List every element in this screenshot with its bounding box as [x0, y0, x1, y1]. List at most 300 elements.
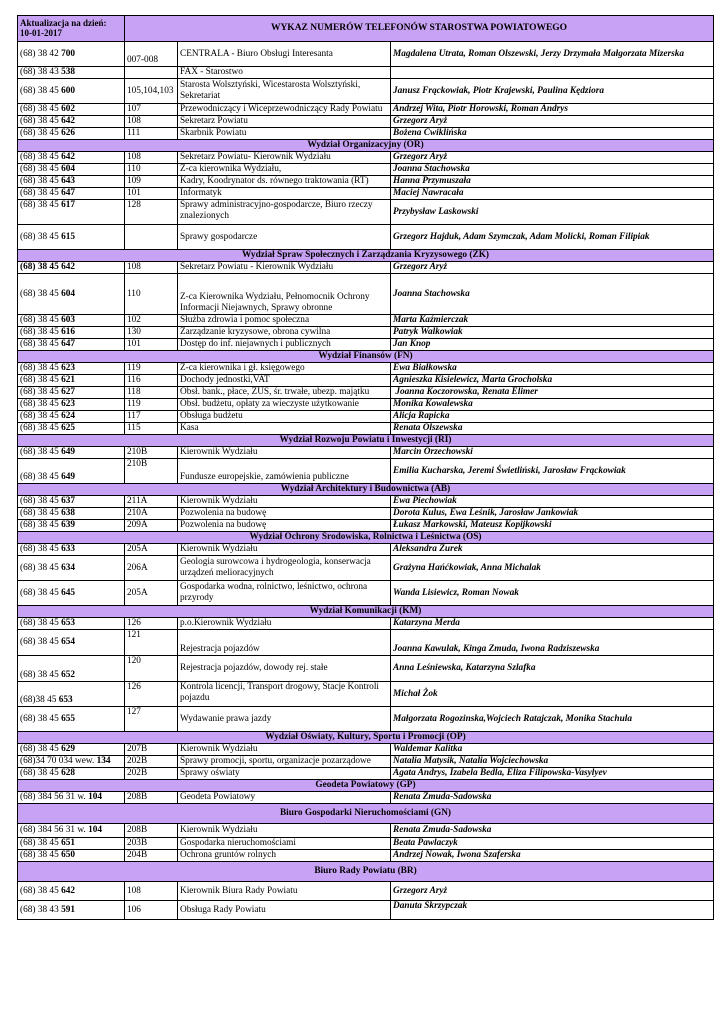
phone-extension: 638 [61, 508, 76, 519]
phone-prefix: (68) 38 45 [20, 411, 62, 422]
table-row [18, 850, 714, 862]
description-cell: Kierownik Wydziału [178, 824, 391, 838]
phone-cell [18, 850, 125, 862]
phone-cell [18, 656, 125, 682]
phone-prefix: (68)34 70 034 wew. [20, 756, 97, 767]
description-cell: Sekretarz Powiatu [178, 116, 391, 128]
room-cell: 210B [125, 459, 178, 484]
phone-extension: 602 [61, 104, 76, 115]
section-title: Wydział Finansów (FN) [18, 351, 714, 363]
room-cell: 108 [125, 262, 178, 274]
phone-cell [18, 152, 125, 164]
staff-names-cell: Grzegorz Hajduk, Adam Szymczak, Adam Molicki, Roman Filipiak [391, 225, 714, 250]
phone-extension: 649 [61, 447, 76, 458]
phone-extension: 637 [61, 496, 76, 507]
table-row [18, 262, 714, 274]
staff-names-cell: Renata Zmuda-Sadowska [391, 792, 714, 804]
staff-names-cell: Monika Kowalewska [391, 399, 714, 411]
section-title: Wydział Organizacyjny (OR) [18, 140, 714, 152]
room-cell: 208B [125, 824, 178, 838]
description-cell: Dostęp do inf. niejawnych i publicznych [178, 339, 391, 351]
phone-extension: 617 [61, 200, 76, 210]
table-row [18, 42, 714, 67]
description-cell: Sprawy oświaty [178, 768, 391, 780]
staff-names-cell: Agnieszka Kisielewicz, Marta Grocholska [391, 375, 714, 387]
phone-prefix: (68) 38 45 [20, 116, 62, 127]
phone-prefix: (68) 38 45 [20, 744, 62, 755]
phone-prefix: (68) 38 45 [20, 104, 62, 115]
table-row [18, 496, 714, 508]
staff-names-cell: Natalia Matysik, Natalia Wojciechowska [391, 756, 714, 768]
phone-extension: 624 [61, 411, 76, 422]
room-cell: 111 [125, 128, 178, 140]
description-cell: Fundusze europejskie, zamówienia publiczne [178, 459, 391, 484]
phone-extension: 616 [61, 327, 76, 338]
phone-directory-body [18, 16, 714, 920]
phone-cell [18, 104, 125, 116]
description-cell: Obsługa Rady Powiatu [178, 901, 391, 920]
staff-names-cell: Grzegorz Aryż [391, 882, 714, 901]
phone-prefix: (68) 38 45 [20, 637, 62, 648]
staff-names-cell: Andrzej Wita, Piotr Horowski, Roman Andrys [391, 104, 714, 116]
section-header [18, 532, 714, 544]
phone-cell [18, 200, 125, 225]
table-row [18, 682, 714, 707]
table-row [18, 824, 714, 838]
description-cell: Kadry, Koodrynator ds. równego traktowania (RT) [178, 176, 391, 188]
section-header [18, 484, 714, 496]
room-cell: 207B [125, 744, 178, 756]
section-header [18, 140, 714, 152]
phone-cell [18, 838, 125, 850]
description-cell: Skarbnik Powiatu [178, 128, 391, 140]
phone-extension: 642 [61, 116, 76, 127]
section-title: Geodeta Powiatowy (GP) [18, 780, 714, 792]
table-row [18, 423, 714, 435]
description-cell: Rejestracja pojazdów [178, 630, 391, 656]
phone-cell [18, 225, 125, 250]
section-header [18, 862, 714, 882]
phone-extension: 627 [61, 387, 76, 398]
table-row [18, 375, 714, 387]
table-row [18, 882, 714, 901]
staff-names-cell: Emilia Kucharska, Jeremi Świetliński, Jarosław Frąckowiak [391, 459, 714, 484]
description-cell: Starosta Wolsztyński, Wicestarosta Wolsztyński, Sekretariat [178, 79, 391, 104]
phone-extension: 650 [61, 850, 76, 861]
staff-names-cell: Michał Żok [391, 682, 714, 707]
table-row [18, 508, 714, 520]
phone-cell [18, 399, 125, 411]
room-cell: 119 [125, 363, 178, 375]
staff-names-cell: Małgorzata Rogozinska,Wojciech Ratajczak, Monika Stachula [391, 707, 714, 732]
phone-cell [18, 423, 125, 435]
phone-cell [18, 67, 125, 79]
room-cell: 109 [125, 176, 178, 188]
table-row [18, 447, 714, 459]
description-cell: p.o.Kierownik Wydziału [178, 618, 391, 630]
table-row [18, 164, 714, 176]
room-cell: 101 [125, 188, 178, 200]
phone-extension: 623 [61, 363, 76, 374]
room-cell: 108 [125, 882, 178, 901]
section-title: Wydział Oświaty, Kultury, Sportu i Promocji (OP) [18, 732, 714, 744]
phone-prefix: (68) 38 45 [20, 496, 62, 507]
description-cell: Przewodniczący i Wiceprzewodniczący Rady Powiatu [178, 104, 391, 116]
phone-cell [18, 411, 125, 423]
phone-cell [18, 744, 125, 756]
phone-prefix: (68) 38 45 [20, 562, 62, 573]
phone-cell [18, 79, 125, 104]
table-row [18, 630, 714, 656]
table-row [18, 618, 714, 630]
description-cell: Z-ca kierownika Wydziału, [178, 164, 391, 176]
staff-names-cell: Renata Zmuda-Sadowska [391, 824, 714, 838]
document-title: WYKAZ NUMERÓW TELEFONÓW STAROSTWA POWIATOWEGO [125, 16, 714, 42]
description-cell: Kierownik Wydziału [178, 447, 391, 459]
phone-extension: 628 [61, 768, 76, 779]
section-header [18, 351, 714, 363]
section-title: Wydział Ochrony Środowiska, Rolnictwa i Leśnictwa (OS) [18, 532, 714, 544]
description-cell: Informatyk [178, 188, 391, 200]
table-row [18, 556, 714, 581]
staff-names-cell: Beata Pawlaczyk [391, 838, 714, 850]
description-cell: Wydawanie prawa jazdy [178, 707, 391, 732]
phone-cell [18, 882, 125, 901]
staff-names-cell: Dorota Kulus, Ewa Leśnik, Jarosław Jankowiak [391, 508, 714, 520]
staff-names-cell: Waldemar Kalitka [391, 744, 714, 756]
description-cell: Obsł. bank., płace, ZUS, śr. trwałe, ubezp. majątku [178, 387, 391, 399]
table-row [18, 363, 714, 375]
staff-names-cell [391, 67, 714, 79]
staff-names-cell: Grzegorz Aryż [391, 262, 714, 274]
table-row [18, 520, 714, 532]
section-title: Biuro Rady Powiatu (BR) [18, 862, 714, 882]
staff-names-cell: Marta Kaźmierczak [391, 315, 714, 327]
table-row [18, 768, 714, 780]
phone-prefix: (68) 38 45 [20, 447, 62, 458]
table-row [18, 411, 714, 423]
description-cell: CENTRALA - Biuro Obsługi Interesanta [178, 42, 391, 67]
section-header [18, 732, 714, 744]
phone-extension: 642 [61, 262, 76, 273]
phone-extension: 538 [61, 67, 76, 78]
room-cell: 105,104,103 [125, 79, 178, 104]
phone-cell [18, 520, 125, 532]
phone-prefix: (68) 38 45 [20, 315, 62, 326]
staff-names-cell: Joanna Stachowska [391, 164, 714, 176]
phone-extension: 653 [61, 618, 76, 629]
staff-names-cell: Patryk Walkowiak [391, 327, 714, 339]
phone-cell [18, 707, 125, 732]
section-header [18, 606, 714, 618]
description-cell: Kontrola licencji, Transport drogowy, Stacje Kontroli pojazdu [178, 682, 391, 707]
room-cell: 108 [125, 116, 178, 128]
description-cell: Ochrona gruntów rolnych [178, 850, 391, 862]
table-row [18, 104, 714, 116]
update-label: Aktualizacja na dzień: [20, 18, 107, 29]
phone-prefix: (68) 38 45 [20, 327, 62, 338]
description-cell: Dochody jednostki,VAT [178, 375, 391, 387]
header-row [18, 16, 714, 42]
staff-names-cell: Andrzej Nowak, Iwona Szaferska [391, 850, 714, 862]
phone-cell [18, 387, 125, 399]
phone-prefix: (68) 38 45 [20, 472, 62, 483]
description-cell: Sprawy promocji, sportu, organizacje pozarządowe [178, 756, 391, 768]
phone-cell [18, 768, 125, 780]
phone-cell [18, 496, 125, 508]
description-cell: Z-ca Kierownika Wydziału, Pełnomocnik Ochrony Informacji Niejawnych, Sprawy obronne [178, 274, 391, 315]
phone-cell [18, 508, 125, 520]
description-cell: Zarządzanie kryzysowe, obrona cywilna [178, 327, 391, 339]
room-cell: 128 [125, 200, 178, 225]
phone-prefix: (68) 38 43 [20, 904, 62, 915]
phone-prefix: (68) 38 45 [20, 288, 62, 299]
phone-prefix: (68) 38 45 [20, 423, 62, 434]
phone-extension: 649 [61, 472, 76, 483]
description-cell: Pozwolenia na budowę [178, 520, 391, 532]
description-cell: Sekretarz Powiatu - Kierownik Wydziału [178, 262, 391, 274]
phone-cell [18, 164, 125, 176]
phone-prefix: (68) 38 43 [20, 67, 62, 78]
staff-names-cell: Jan Knop [391, 339, 714, 351]
phone-cell [18, 128, 125, 140]
description-cell: FAX - Starostwo [178, 67, 391, 79]
room-cell: 101 [125, 339, 178, 351]
phone-cell [18, 756, 125, 768]
description-cell: Sprawy gospodarcze [178, 225, 391, 250]
phone-extension: 625 [61, 423, 76, 434]
phone-cell [18, 447, 125, 459]
staff-names-cell: Janusz Frąckowiak, Piotr Krajewski, Paulina Kędziora [391, 79, 714, 104]
table-row [18, 200, 714, 225]
description-cell: Rejestracja pojazdów, dowody rej. stałe [178, 656, 391, 682]
phone-extension: 639 [61, 520, 76, 531]
description-cell: Kierownik Biura Rady Powiatu [178, 882, 391, 901]
room-cell: 130 [125, 327, 178, 339]
phone-extension: 653 [58, 695, 73, 706]
table-row [18, 744, 714, 756]
phone-prefix: (68) 38 45 [20, 713, 62, 724]
phone-extension: 652 [61, 670, 76, 681]
phone-prefix: (68) 384 56 31 w. [20, 825, 89, 836]
table-row [18, 152, 714, 164]
phone-extension: 604 [61, 288, 76, 299]
room-cell: 205A [125, 544, 178, 556]
room-cell: 118 [125, 387, 178, 399]
room-cell: 119 [125, 399, 178, 411]
description-cell: Kierownik Wydziału [178, 544, 391, 556]
phone-prefix: (68) 384 56 31 w. [20, 792, 89, 803]
phone-prefix: (68) 38 45 [20, 544, 62, 555]
phone-extension: 621 [61, 375, 76, 386]
room-cell: 202B [125, 768, 178, 780]
staff-names-cell: Joanna Stachowska [391, 274, 714, 315]
table-row [18, 225, 714, 250]
phone-extension: 134 [96, 756, 111, 767]
staff-names-cell: Hanna Przymuszała [391, 176, 714, 188]
room-cell: 102 [125, 315, 178, 327]
room-cell: 117 [125, 411, 178, 423]
room-cell: 116 [125, 375, 178, 387]
staff-names-cell: Łukasz Markowski, Mateusz Kopijkowski [391, 520, 714, 532]
phone-extension: 634 [61, 562, 76, 573]
phone-extension: 647 [61, 188, 76, 199]
phone-cell [18, 792, 125, 804]
room-cell: 211A [125, 496, 178, 508]
phone-cell [18, 375, 125, 387]
description-cell: Gospodarka nieruchomościami [178, 838, 391, 850]
room-cell: 120 [125, 656, 178, 682]
description-cell: Sekretarz Powiatu- Kierownik Wydziału [178, 152, 391, 164]
section-title: Biuro Gospodarki Nieruchomościami (GN) [18, 804, 714, 824]
description-cell: Kierownik Wydziału [178, 496, 391, 508]
phone-directory-table [17, 15, 714, 920]
phone-cell [18, 630, 125, 656]
description-cell: Kasa [178, 423, 391, 435]
section-header [18, 804, 714, 824]
phone-extension: 104 [88, 825, 103, 836]
room-cell [125, 67, 178, 79]
table-row [18, 399, 714, 411]
phone-extension: 642 [61, 885, 76, 896]
phone-extension: 651 [61, 838, 76, 849]
phone-prefix: (68) 38 45 [20, 164, 62, 175]
phone-extension: 655 [61, 713, 76, 724]
description-cell: Geologia surowcowa i hydrogeologia, konserwacja urządzeń melioracyjnych [178, 556, 391, 581]
phone-prefix: (68) 38 45 [20, 768, 62, 779]
phone-prefix: (68) 38 45 [20, 128, 62, 139]
phone-extension: 623 [61, 399, 76, 410]
table-row [18, 128, 714, 140]
description-cell: Sprawy administracyjno-gospodarcze, Biuro rzeczy znalezionych [178, 200, 391, 225]
phone-prefix: (68) 38 45 [20, 152, 62, 163]
section-header [18, 780, 714, 792]
description-cell: Obsł. budżetu, opłaty za wieczyste użytkowanie [178, 399, 391, 411]
description-cell: Obsługa budżetu [178, 411, 391, 423]
description-cell: Pozwolenia na budowę [178, 508, 391, 520]
update-date: 10-01-2017 [20, 27, 62, 38]
staff-names-cell: Katarzyna Merda [391, 618, 714, 630]
phone-prefix: (68) 38 45 [20, 85, 62, 96]
room-cell: 126 [125, 618, 178, 630]
staff-names-cell: Bożena Ćwiklińska [391, 128, 714, 140]
room-cell: 204B [125, 850, 178, 862]
room-cell: 127 [125, 707, 178, 732]
room-cell: 208B [125, 792, 178, 804]
room-cell: 007-008 [125, 42, 178, 67]
staff-names-cell: Magdalena Utrata, Roman Olszewski, Jerzy Drzymała Małgorzata Mizerska [391, 42, 714, 67]
phone-extension: 603 [61, 315, 76, 326]
staff-names-cell: Wanda Lisiewicz, Roman Nowak [391, 581, 714, 606]
phone-extension: 633 [61, 544, 76, 555]
phone-cell [18, 901, 125, 920]
staff-names-cell: Grażyna Hańćkowiak, Anna Michalak [391, 556, 714, 581]
phone-prefix: (68) 38 45 [20, 618, 62, 629]
staff-names-cell: Ewa Piechowiak [391, 496, 714, 508]
room-cell: 209A [125, 520, 178, 532]
table-row [18, 116, 714, 128]
room-cell: 205A [125, 581, 178, 606]
staff-names-cell: Aleksandra Żurek [391, 544, 714, 556]
table-row [18, 838, 714, 850]
phone-cell [18, 315, 125, 327]
staff-names-cell: Grzegorz Aryż [391, 152, 714, 164]
staff-names-cell: Maciej Nawracała [391, 188, 714, 200]
staff-names-cell: Alicja Rapicka [391, 411, 714, 423]
phone-cell [18, 176, 125, 188]
description-cell: Kierownik Wydziału [178, 744, 391, 756]
room-cell [125, 225, 178, 250]
table-row [18, 756, 714, 768]
staff-names-cell: Marcin Orzechowski [391, 447, 714, 459]
room-cell: 203B [125, 838, 178, 850]
section-title: Wydział Spraw Społecznych i Zarządzania Kryzysowego (ZK) [18, 250, 714, 262]
phone-prefix: (68) 38 42 [20, 48, 62, 59]
phone-cell [18, 459, 125, 484]
phone-cell [18, 581, 125, 606]
section-title: Wydział Komunikacji (KM) [18, 606, 714, 618]
table-row [18, 387, 714, 399]
phone-cell [18, 339, 125, 351]
section-title: Wydział Architektury i Budownictwa (AB) [18, 484, 714, 496]
room-cell: 108 [125, 152, 178, 164]
table-row [18, 79, 714, 104]
staff-names-cell: Joanna Kawulak, Kinga Zmuda, Iwona Radziszewska [391, 630, 714, 656]
staff-names-cell: Joanna Koczorowska, Renata Elimer [391, 387, 714, 399]
staff-names-cell: Ewa Białkowska [391, 363, 714, 375]
description-cell: Służba zdrowia i pomoc społeczna [178, 315, 391, 327]
table-row [18, 544, 714, 556]
table-row [18, 327, 714, 339]
staff-names-cell: Renata Olszewska [391, 423, 714, 435]
description-cell: Geodeta Powiatowy [178, 792, 391, 804]
phone-extension: 654 [61, 637, 76, 648]
phone-cell [18, 618, 125, 630]
table-row [18, 459, 714, 484]
phone-extension: 591 [61, 904, 76, 915]
phone-extension: 604 [61, 164, 76, 175]
table-row [18, 274, 714, 315]
room-cell: 121 [125, 630, 178, 656]
table-row [18, 67, 714, 79]
phone-prefix: (68) 38 45 [20, 520, 62, 531]
phone-prefix: (68) 38 45 [20, 262, 62, 273]
phone-prefix: (68) 38 45 [20, 200, 62, 210]
phone-cell [18, 824, 125, 838]
table-row [18, 792, 714, 804]
table-row [18, 656, 714, 682]
phone-cell [18, 556, 125, 581]
table-row [18, 581, 714, 606]
phone-cell [18, 42, 125, 67]
phone-prefix: (68)38 45 [20, 695, 59, 706]
phone-extension: 645 [61, 587, 76, 598]
phone-extension: 700 [61, 48, 76, 59]
phone-prefix: (68) 38 45 [20, 587, 62, 598]
phone-extension: 629 [61, 744, 76, 755]
room-cell: 110 [125, 274, 178, 315]
phone-extension: 643 [61, 176, 76, 187]
table-row [18, 315, 714, 327]
room-cell: 206A [125, 556, 178, 581]
phone-cell [18, 116, 125, 128]
phone-prefix: (68) 38 45 [20, 508, 62, 519]
staff-names-cell: Grzegorz Aryż [391, 116, 714, 128]
description-cell: Z-ca kierownika i gł. księgowego [178, 363, 391, 375]
staff-names-cell: Agata Andrys, Izabela Bedla, Eliza Filipowska-Vasylyev [391, 768, 714, 780]
staff-names-cell: Przybysław Laskowski [391, 200, 714, 225]
room-cell: 106 [125, 901, 178, 920]
